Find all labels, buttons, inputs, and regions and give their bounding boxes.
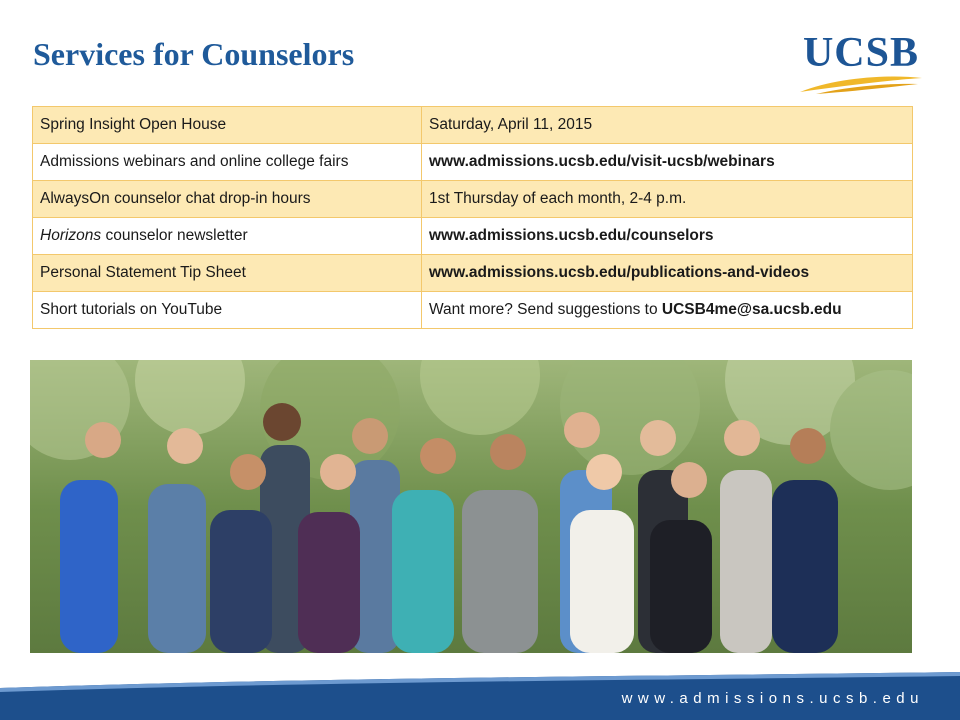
table-row — [33, 181, 913, 218]
table-row — [33, 107, 913, 144]
ucsb-logo — [796, 30, 926, 96]
email-link[interactable]: UCSB4me@sa.ucsb.edu — [661, 301, 842, 318]
slide-title: Services for Counselors — [33, 36, 355, 72]
row-value: Saturday, April 11, 2015 — [422, 107, 913, 144]
group-photo — [30, 360, 912, 653]
row-label-rest: counselor newsletter — [101, 227, 248, 244]
staff-group-photo — [30, 360, 912, 653]
row-label: Admissions webinars and online college fairs — [33, 144, 422, 181]
row-label: Personal Statement Tip Sheet — [33, 255, 422, 292]
footer-website-link[interactable]: www.admissions.ucsb.edu — [621, 690, 924, 707]
row-label — [33, 218, 422, 255]
newsletter-name: Horizons — [40, 227, 102, 244]
row-label: Short tutorials on YouTube — [33, 292, 422, 329]
table-row — [33, 144, 913, 181]
logo-swoosh-icon — [796, 70, 926, 96]
row-label: Spring Insight Open House — [33, 107, 422, 144]
row-label: AlwaysOn counselor chat drop-in hours — [33, 181, 422, 218]
table-row — [33, 255, 913, 292]
table-row — [33, 218, 913, 255]
table-row — [33, 292, 913, 329]
logo-text: UCSB — [802, 30, 920, 76]
services-table — [32, 106, 913, 329]
row-value: 1st Thursday of each month, 2-4 p.m. — [422, 181, 913, 218]
publications-link[interactable]: www.admissions.ucsb.edu/publications-and-videos — [422, 255, 913, 292]
row-value — [422, 292, 913, 329]
counselors-link[interactable]: www.admissions.ucsb.edu/counselors — [422, 218, 913, 255]
suggestion-text: Want more? Send suggestions to — [429, 301, 662, 318]
webinars-link[interactable]: www.admissions.ucsb.edu/visit-ucsb/webinars — [422, 144, 913, 181]
